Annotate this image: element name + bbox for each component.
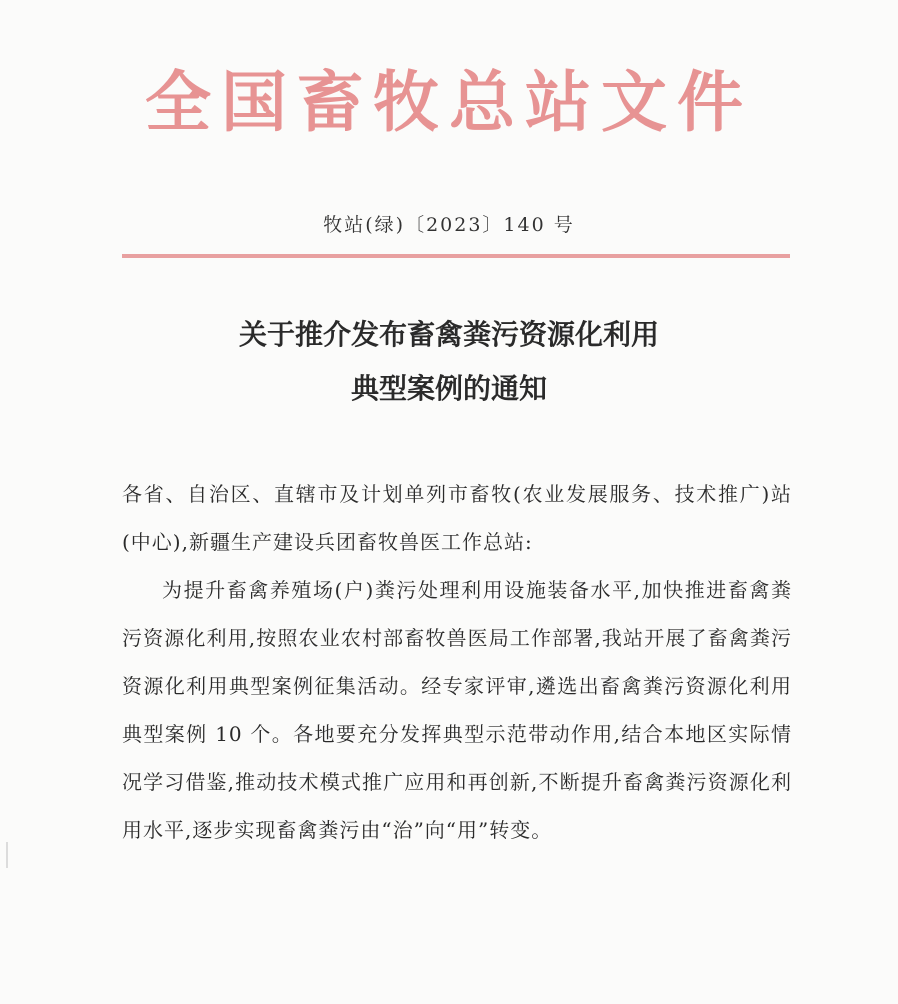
- notice-title: [0, 308, 898, 416]
- notice-title-line-2: 典型案例的通知: [350, 372, 547, 405]
- notice-body: [122, 470, 792, 854]
- body-paragraph-1: 为提升畜禽养殖场(户)粪污处理利用设施装备水平,加快推进畜禽粪污资源化利用,按照农业农村部畜牧兽医局工作部署,我站开展了畜禽粪污资源化利用典型案例征集活动。经专家评审,遴选出畜禽粪污资源化利用典型案例 10 个。各地要充分发挥典型示范带动作用,结合本地区实际情况学习借鉴,推动技术模式推广应用和再创新,不断提升畜禽粪污资源化利用水平,逐步实现畜禽粪污由“治”向“用”转变。: [122, 578, 792, 842]
- scan-edge-mark: [6, 842, 8, 868]
- document-number: 牧站(绿)〔2023〕140 号: [323, 214, 575, 236]
- salutation-paragraph: 各省、自治区、直辖市及计划单列市畜牧(农业发展服务、技术推广)站(中心),新疆生产建设兵团畜牧兽医工作总站:: [122, 482, 792, 554]
- document-header-title: 全国畜牧总站文件: [145, 64, 753, 141]
- notice-title-line-1: 关于推介发布畜禽粪污资源化利用: [238, 318, 659, 351]
- header-divider-rule: [122, 254, 790, 258]
